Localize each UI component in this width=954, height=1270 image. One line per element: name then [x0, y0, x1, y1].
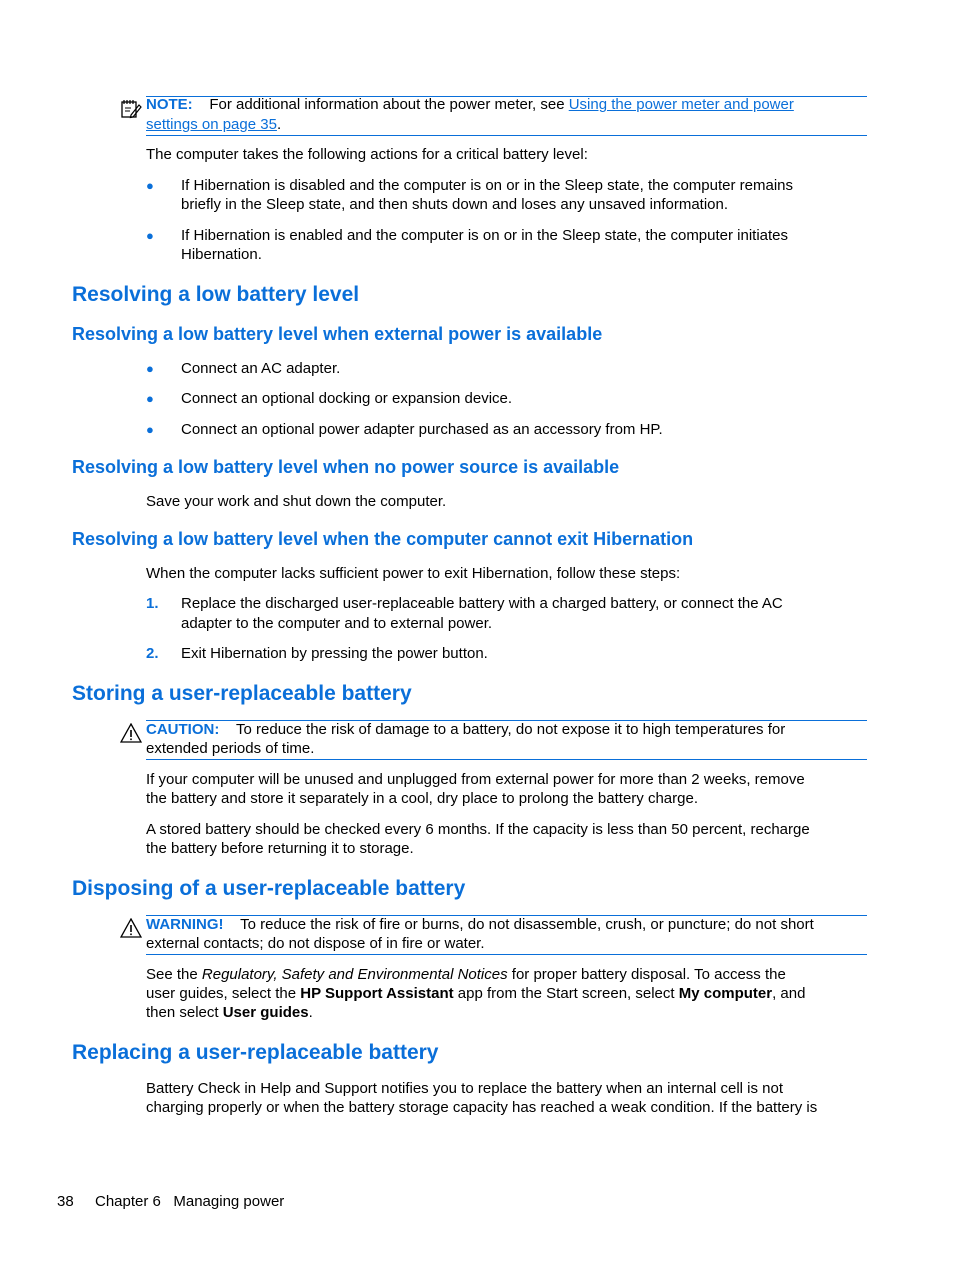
disposal-para-line-3	[146, 1003, 868, 1022]
step-number-2: 2.	[146, 645, 159, 662]
critical-intro: The computer takes the following actions for a critical battery level:	[146, 146, 588, 163]
warning-label: WARNING!	[146, 916, 224, 933]
critical-bullet-1-line-2: briefly in the Sleep state, and then shuts down and loses any unsaved information.	[181, 196, 729, 213]
disposal-para-line-2	[146, 984, 868, 1003]
page-number: 38	[57, 1193, 74, 1210]
disposal-text: app from the Start screen, select	[453, 985, 679, 1002]
external-bullet-1: Connect an AC adapter.	[181, 360, 341, 377]
bullet-dot: ●	[146, 228, 154, 243]
disposal-text: See the	[146, 966, 202, 983]
warning-triangle-icon	[120, 918, 142, 938]
user-guides-label: User guides	[222, 1004, 309, 1021]
no-power-text: Save your work and shut down the computer.	[146, 493, 447, 510]
chapter-footer: Chapter 6 Managing power	[95, 1193, 285, 1210]
regulatory-notices-title: Regulatory, Safety and Environmental Notices	[201, 966, 508, 983]
replacing-line-1: Battery Check in Help and Support notifies you to replace the battery when an internal cell is not	[146, 1080, 784, 1097]
step-1-line-1: Replace the discharged user-replaceable battery with a charged battery, or connect the AC	[181, 595, 783, 612]
note-line-2	[146, 115, 868, 134]
note-period: .	[276, 116, 282, 133]
my-computer-label: My computer	[678, 985, 773, 1002]
warning-bottom-rule	[146, 954, 867, 955]
heading-disposing-battery: Disposing of a user-replaceable battery	[72, 877, 466, 900]
step-2-line-1: Exit Hibernation by pressing the power button.	[181, 645, 488, 662]
subheading-no-power-source: Resolving a low battery level when no power source is available	[72, 457, 620, 477]
note-link-line-1[interactable]: Using the power meter and power	[568, 96, 794, 113]
disposal-text: for proper battery disposal. To access the	[507, 966, 786, 983]
warning-line-1	[146, 915, 876, 934]
critical-bullet-2-line-2: Hibernation.	[181, 246, 262, 263]
critical-bullet-2-line-1: If Hibernation is enabled and the computer is on or in the Sleep state, the computer initiates	[181, 227, 789, 244]
subheading-cannot-exit-hibernation: Resolving a low battery level when the computer cannot exit Hibernation	[72, 529, 694, 549]
disposal-text: , and	[772, 985, 806, 1002]
note-text: For additional information about the power meter, see	[209, 96, 569, 113]
storing-para-2-line-2: the battery before returning it to storage.	[146, 840, 414, 857]
critical-bullet-1-line-1: If Hibernation is disabled and the computer is on or in the Sleep state, the computer remains	[181, 177, 794, 194]
caution-bottom-rule	[146, 759, 867, 760]
caution-label: CAUTION:	[146, 721, 220, 738]
disposal-text: user guides, select the	[146, 985, 301, 1002]
disposal-text: then select	[146, 1004, 223, 1021]
replacing-line-2: charging properly or when the battery storage capacity has reached a weak condition. If the battery is	[146, 1099, 818, 1116]
bullet-dot: ●	[146, 422, 154, 437]
note-link-line-2[interactable]: settings on page 35	[146, 116, 277, 133]
caution-triangle-icon	[120, 723, 142, 743]
warning-text: To reduce the risk of fire or burns, do not disassemble, crush, or puncture; do not short	[240, 916, 814, 933]
disposal-para-line-1	[146, 965, 868, 984]
external-bullet-3: Connect an optional power adapter purchased as an accessory from HP.	[181, 421, 663, 438]
note-bottom-rule	[146, 135, 867, 136]
hp-support-assistant-label: HP Support Assistant	[300, 985, 454, 1002]
bullet-dot: ●	[146, 391, 154, 406]
bullet-dot: ●	[146, 361, 154, 376]
warning-line-2: external contacts; do not dispose of in fire or water.	[146, 935, 485, 952]
note-pad-icon	[119, 97, 143, 121]
bullet-dot: ●	[146, 178, 154, 193]
caution-text: To reduce the risk of damage to a battery, do not expose it to high temperatures for	[236, 721, 786, 738]
note-label: NOTE:	[146, 96, 193, 113]
external-bullet-2: Connect an optional docking or expansion device.	[181, 390, 513, 407]
hibernation-intro: When the computer lacks sufficient power to exit Hibernation, follow these steps:	[146, 565, 681, 582]
subheading-external-power: Resolving a low battery level when external power is available	[72, 324, 603, 344]
storing-para-2-line-1: A stored battery should be checked every 6 months. If the capacity is less than 50 percent, recharge	[146, 821, 810, 838]
step-number-1: 1.	[146, 595, 159, 612]
step-1-line-2: adapter to the computer and to external power.	[181, 615, 493, 632]
heading-replacing-battery: Replacing a user-replaceable battery	[72, 1041, 439, 1064]
caution-line-2: extended periods of time.	[146, 740, 315, 757]
storing-para-1-line-1: If your computer will be unused and unplugged from external power for more than 2 weeks, remove	[146, 771, 805, 788]
caution-line-1	[146, 720, 868, 739]
heading-resolving-low-battery: Resolving a low battery level	[72, 283, 360, 306]
note-line-1	[146, 95, 868, 114]
disposal-text: .	[308, 1004, 313, 1021]
storing-para-1-line-2: the battery and store it separately in a cool, dry place to prolong the battery charge.	[146, 790, 698, 807]
heading-storing-battery: Storing a user-replaceable battery	[72, 682, 412, 705]
